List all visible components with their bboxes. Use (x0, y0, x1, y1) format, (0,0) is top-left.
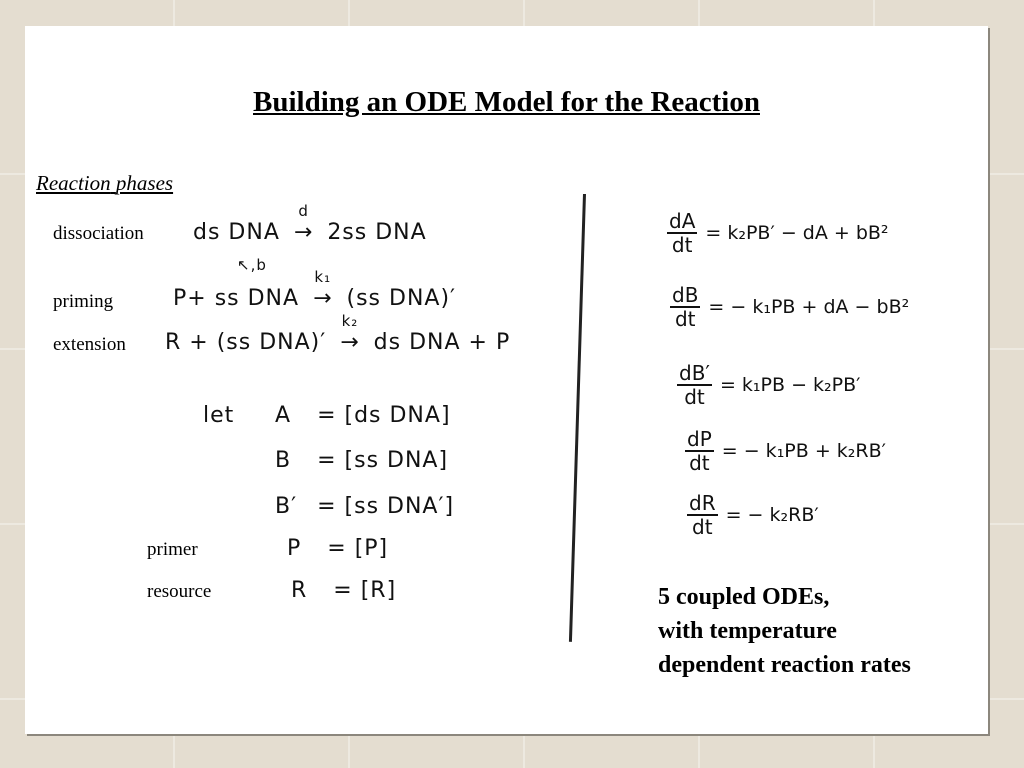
def-Bprime: B′ = [ss DNA′] (275, 494, 455, 519)
ode-R: $\frac{dR}{dt}$ = − k₂RB′ (689, 491, 819, 539)
summary-line: with temperature (658, 618, 837, 644)
ode-Bprime: $\frac{dB'}{dt}$ = k₁PB − k₂PB′ (679, 361, 861, 409)
def-label-resource: resource (147, 581, 212, 602)
phase-label-extension: extension (53, 334, 126, 355)
summary-line: dependent reaction rates (658, 652, 911, 678)
def-R: R = [R] (291, 578, 397, 603)
divider-line (569, 194, 586, 642)
def-let: let (203, 403, 235, 428)
def-label-primer: primer (147, 539, 198, 560)
reaction-arrow: k₂ → (340, 312, 360, 355)
summary-note (658, 580, 911, 682)
ode-A: $\frac{dA}{dt}$ = k₂PB′ − dA + bB² (669, 209, 889, 257)
reaction-arrow: k₁ → (313, 268, 333, 311)
section-heading-word-1: Reaction (36, 171, 111, 195)
def-B: B = [ss DNA] (275, 448, 449, 473)
reaction-dissociation: ds DNA d → 2ss DNA (193, 202, 427, 245)
phase-label-dissociation: dissociation (53, 223, 144, 244)
slide (25, 26, 988, 734)
ode-P: $\frac{dP}{dt}$ = − k₁PB + k₂RB′ (687, 427, 886, 475)
def-A: A = [ds DNA] (275, 403, 451, 428)
def-P: P = [P] (287, 536, 389, 561)
section-heading (36, 171, 173, 196)
reverse-rate-label: ↖,b (237, 256, 267, 274)
section-heading-word-2: phases (115, 171, 174, 195)
ode-B: $\frac{dB}{dt}$ = − k₁PB + dA − bB² (672, 283, 910, 331)
reaction-arrow: d → (293, 202, 314, 245)
summary-line: 5 coupled ODEs, (658, 584, 830, 610)
reaction-priming: P+ ss DNA k₁ → (ss DNA)′ (173, 268, 457, 311)
page-title: Building an ODE Model for the Reaction (253, 86, 760, 118)
phase-label-priming: priming (53, 291, 114, 312)
reaction-extension: R + (ss DNA)′ k₂ → ds DNA + P (165, 312, 511, 355)
